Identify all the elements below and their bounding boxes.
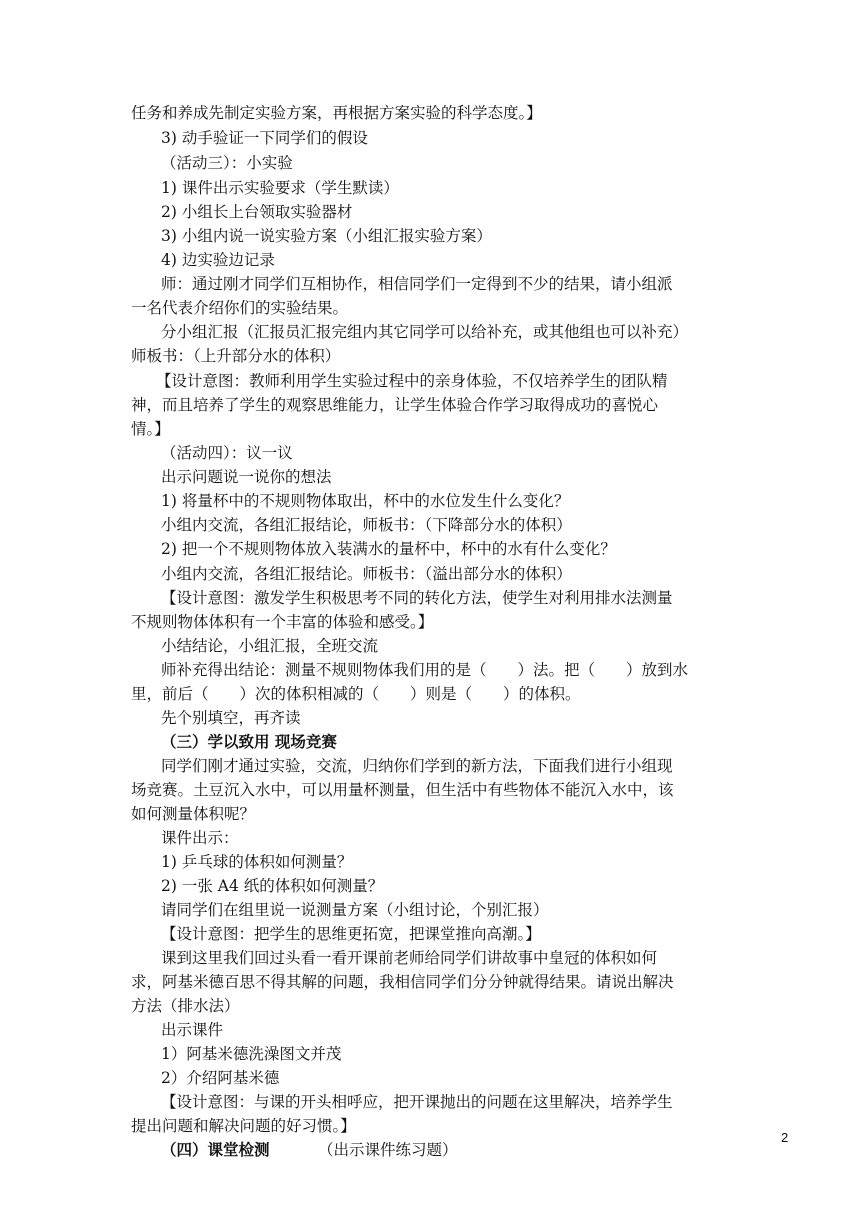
text-line: 【设计意图：激发学生积极思考不同的转化方法，使学生对利用排水法测量 — [161, 589, 673, 607]
text-line: 任务和养成先制定实验方案，再根据方案实验的科学态度。】 — [131, 104, 542, 122]
text-line: 如何测量体积呢？ — [131, 805, 256, 823]
text-line: 2) 一张 A4 纸的体积如何测量？ — [161, 877, 384, 895]
text-line: 2) 把一个不规则物体放入装满水的量杯中，杯中的水有什么变化？ — [161, 540, 616, 558]
text-line: 提出问题和解决问题的好习惯。】 — [131, 1117, 356, 1135]
text-line: （出示课件练习题） — [318, 1141, 458, 1159]
text-line: 1) 将量杯中的不规则物体取出，杯中的水位发生什么变化？ — [161, 492, 570, 510]
text-line: 课到这里我们回过头看一看开课前老师给同学们讲故事中皇冠的体积如何 — [161, 949, 658, 967]
text-line: 4) 边实验边记录 — [161, 251, 275, 269]
text-line: 课件出示： — [161, 829, 239, 847]
text-line: 出示问题说一说你的想法 — [161, 468, 332, 486]
text-line: 2) 小组长上台领取实验器材 — [161, 203, 353, 221]
text-line: 情。】 — [131, 420, 170, 438]
text-line: 3) 动手验证一下同学们的假设 — [161, 129, 368, 147]
text-line: 同学们刚才通过实验，交流，归纳你们学到的新方法，下面我们进行小组现 — [161, 757, 673, 775]
text-line: 【设计意图：与课的开头相呼应，把开课抛出的问题在这里解决，培养学生 — [161, 1093, 673, 1111]
text-line: （活动四）：议一议 — [161, 444, 293, 462]
section-heading: （三）学以致用 现场竞赛 — [161, 732, 337, 751]
text-line: 师补充得出结论：测量不规则物体我们用的是（ ）法。把（ ）放到水 — [161, 661, 689, 679]
text-line: 1）阿基米德洗澡图文并茂 — [161, 1045, 342, 1063]
section-heading: （四）课堂检测 — [161, 1140, 270, 1159]
text-line: 里，前后（ ）次的体积相减的（ ）则是（ ）的体积。 — [131, 685, 581, 703]
page-number: 2 — [781, 1130, 789, 1145]
text-line: 神，而且培养了学生的观察思维能力，让学生体验合作学习取得成功的喜悦心 — [131, 396, 659, 414]
text-line: 师板书：（上升部分水的体积） — [131, 347, 341, 365]
text-line: 小结结论，小组汇报，全班交流 — [161, 637, 379, 655]
text-line: 方法（排水法） — [131, 997, 240, 1015]
text-line: 场竞赛。土豆沉入水中，可以用量杯测量，但生活中有些物体不能沉入水中，该 — [131, 781, 674, 799]
text-line: （活动三）：小实验 — [161, 154, 293, 172]
text-line: 请同学们在组里说一说测量方案（小组讨论，个别汇报） — [161, 901, 549, 919]
text-line: 小组内交流，各组汇报结论，师板书：（下降部分水的体积） — [161, 516, 572, 534]
text-line: 2）介绍阿基米德 — [161, 1069, 280, 1087]
text-line: 1) 课件出示实验要求（学生默读） — [161, 179, 399, 197]
text-line: 【设计意图：教师利用学生实验过程中的亲身体验，不仅培养学生的团队精 — [156, 372, 668, 390]
text-line: 一名代表介绍你们的实验结果。 — [131, 299, 349, 317]
text-line: 先个别填空，再齐读 — [161, 709, 301, 727]
text-line: 师：通过刚才同学们互相协作，相信同学们一定得到不少的结果，请小组派 — [161, 275, 673, 293]
text-line: 求，阿基米德百思不得其解的问题，我相信同学们分分钟就得结果。请说出解决 — [131, 973, 674, 991]
text-line: 【设计意图：把学生的思维更拓宽，把课堂推向高潮。】 — [161, 925, 541, 943]
text-line: 出示课件 — [161, 1021, 224, 1039]
text-line: 1) 乒乓球的体积如何测量？ — [161, 853, 353, 871]
text-line: 分小组汇报（汇报员汇报完组内其它同学可以给补充，或其他组也可以补充） — [161, 323, 689, 341]
text-line: 小组内交流，各组汇报结论。师板书：（溢出部分水的体积） — [161, 565, 572, 583]
text-line: 3) 小组内说一说实验方案（小组汇报实验方案） — [161, 227, 492, 245]
text-line: 不规则物体体积有一个丰富的体验和感受。】 — [131, 613, 434, 631]
